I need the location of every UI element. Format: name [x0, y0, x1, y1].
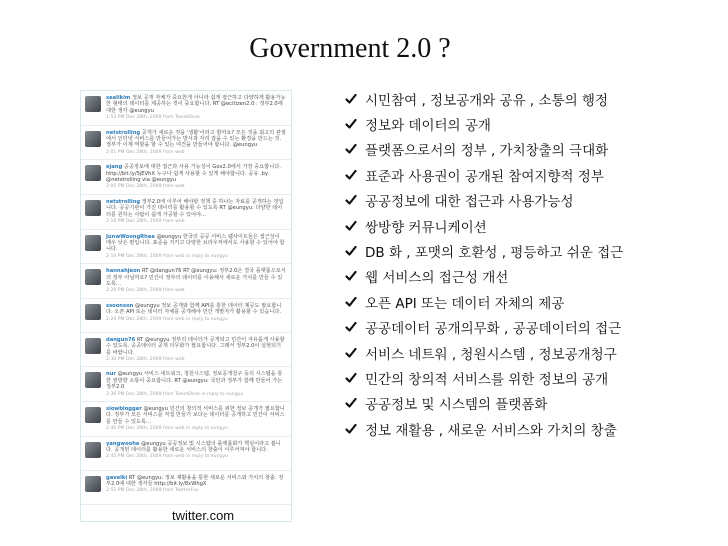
- checkmark-icon: [345, 372, 357, 384]
- tweet-text: 정부2.0에 이루어 해야할 정책 중 하나는 자료를 공개하는 것입니다. 공공기관이 가진 데이터를 활용할 수 있도록 RT @eungyu: 다양한 데이터를 원하는 사람이 쉽게 가공할 수 있어야...: [106, 198, 284, 218]
- tweet-username: sealikim: [106, 95, 131, 101]
- avatar: [85, 96, 101, 112]
- checkmark-icon: [345, 169, 357, 181]
- avatar: [85, 442, 101, 458]
- avatar: [85, 269, 101, 285]
- tweet-item: [81, 264, 291, 299]
- bullet-item: [345, 289, 623, 314]
- tweet-text: RT @eungyu 정부의 데이터가 공개되고 민간이 자유롭게 사용할 수 있도록. 공공데이터 공개 의무화가 필요합니다. 그래서 정부2.0이 실현되기를 바랍니다.: [106, 336, 285, 356]
- bullet-text: 웹 서비스의 접근성 개선: [365, 270, 509, 287]
- tweet-username: netstrolling: [106, 198, 141, 205]
- bullet-list: [345, 86, 623, 441]
- checkmark-icon: [345, 220, 357, 232]
- tweet-body: [106, 303, 286, 329]
- tweet-text: RT @eungyu: 정보 재활용을 통한 새로운 서비스와 가치의 창출. 정부2.0에 대한 생각들 http://bit.ly/8xWhgX: [106, 474, 284, 488]
- bullet-text: 민간의 창의적 서비스를 위한 정보의 공개: [365, 371, 609, 388]
- checkmark-icon: [345, 143, 357, 155]
- slide-title: Government 2.0 ?: [249, 33, 451, 64]
- tweet-timestamp: 2:14 PM Dec 28th, 2009 from web in reply to eungyu: [106, 253, 228, 259]
- tweet-timestamp: 2:01 PM Dec 28th, 2009 from web: [106, 149, 185, 155]
- checkmark-icon: [345, 270, 357, 282]
- bullet-text: 공공정보에 대한 접근과 사용가능성: [365, 194, 574, 211]
- tweet-username: JunwWoongRhee: [106, 233, 155, 240]
- tweet-body: [106, 199, 286, 226]
- tweet-item: [81, 230, 291, 265]
- bullet-item: [345, 238, 623, 263]
- bullet-text: 공공정보 및 시스템의 플랫폼화: [365, 397, 548, 414]
- tweet-text: @eungyu 정보 공개와 함께 API를 통한 데이터 제공도 필요합니다. 오픈 API 또는 데이터 자체를 공개해야 민간 개발자가 활용할 수 있습니다.: [106, 302, 282, 316]
- tweet-timestamp: 1:53 PM Dec 28th, 2009 from TweetDeck: [106, 115, 200, 121]
- tweet-item: [81, 299, 291, 333]
- tweet-item: [81, 367, 291, 402]
- tweet-timestamp: 2:36 PM Dec 28th, 2009 from TweetDeck in reply to eungyu: [106, 391, 244, 397]
- tweet-username: dangun76: [106, 336, 136, 343]
- tweet-timestamp: 2:45 PM Dec 28th, 2009 from web in reply to eungyu: [106, 454, 228, 460]
- avatar: [85, 235, 101, 251]
- tweet-username: hannahjeon: [106, 268, 141, 275]
- tweet-text: 공공정보에 대한 접근과 사용 가능성이 Gov2.0에서 가장 중요합니다. http://bit.ly/5jEVhX 누구나 쉽게 사용할 수 있게 해야합니다. 공유 .by @netstrolling via @eungyu: [106, 164, 281, 184]
- tweet-username: netstrolling: [106, 129, 141, 136]
- bullet-text: 공공데이터 공개의무화 , 공공데이터의 접근: [365, 321, 622, 338]
- tweet-timestamp: 2:40 PM Dec 28th, 2009 from web in reply to eungyu: [106, 426, 228, 432]
- bullet-item: [345, 213, 623, 238]
- checkmark-icon: [345, 93, 357, 105]
- tweet-body: [106, 164, 286, 191]
- tweet-body: [106, 337, 286, 364]
- tweet-username: ejang: [106, 164, 123, 171]
- bullet-text: 플랫폼으로서의 정부 , 가치창출의 극대화: [365, 143, 609, 160]
- checkmark-icon: [345, 397, 357, 409]
- bullet-text: 표준과 사용권이 공개된 참여지향적 정부: [365, 168, 604, 185]
- tweet-username: nur: [106, 371, 116, 378]
- tweet-item: [81, 91, 291, 126]
- tweet-username: gavelki: [106, 474, 128, 481]
- bullet-item: [345, 264, 623, 289]
- checkmark-icon: [345, 296, 357, 308]
- tweet-text: @eungyu 공공정보 및 시스템의 플랫폼화가 핵심이라고 봅니다. 공개된 데이터를 활용한 새로운 서비스의 창출이 이루어져야 합니다.: [106, 440, 281, 454]
- tweet-body: [106, 268, 286, 295]
- bullet-item: [345, 315, 623, 340]
- tweet-body: [106, 371, 286, 398]
- bullet-item: [345, 188, 623, 213]
- checkmark-icon: [345, 194, 357, 206]
- tweet-body: [106, 475, 286, 501]
- avatar: [85, 200, 101, 216]
- avatar: [85, 304, 101, 320]
- tweet-item: [81, 471, 291, 505]
- tweet-item: [81, 402, 291, 437]
- tweet-text: RT @dangun76 RT @eungyu: 정부2.0은 결국 플랫폼으로서의 정부 아닐까요? 민간이 정부의 데이터를 이용해서 새로운 가치를 만들 수 있도록...: [106, 268, 286, 287]
- checkmark-icon: [345, 347, 357, 359]
- avatar: [85, 338, 101, 354]
- tweet-timestamp: 2:05 PM Dec 28th, 2009 from web: [106, 184, 185, 190]
- tweet-timestamp: 2:30 PM Dec 28th, 2009 from web: [106, 356, 185, 362]
- bullet-item: [345, 340, 623, 365]
- tweet-timestamp: 2:10 PM Dec 28th, 2009 from web: [106, 219, 185, 225]
- tweet-username: ssoonson: [106, 302, 134, 309]
- bullet-text: 정보와 데이터의 공개: [365, 118, 491, 135]
- bullet-text: 쌍방향 커뮤니케이션: [365, 219, 487, 236]
- bullet-text: 시민참여 , 정보공개와 공유 , 소통의 행정: [365, 92, 608, 109]
- tweet-item: [81, 333, 291, 368]
- bullet-item: [345, 416, 623, 441]
- tweet-text: @eungyu 서비스 네트워크, 청원시스템, 정보공개청구 등의 시스템을 통한 쌍방향 소통이 중요합니다. RT @eungyu: 국민과 정부가 함께 만들어 가는 정부2.0: [106, 371, 283, 391]
- bullet-text: 정보 재활용 , 새로운 서비스와 가치의 창출: [365, 422, 617, 439]
- avatar: [85, 165, 101, 181]
- checkmark-icon: [345, 321, 357, 333]
- bullet-item: [345, 391, 623, 416]
- bullet-item: [345, 86, 623, 111]
- tweet-item: [81, 160, 291, 195]
- bullet-text: DB 화 , 포맷의 호환성 , 평등하고 쉬운 접근: [365, 245, 624, 262]
- tweet-username: siowblogger: [106, 406, 142, 412]
- source-caption: twitter.com: [172, 508, 235, 523]
- tweet-username: yangwoohe: [106, 440, 140, 447]
- avatar: [85, 131, 101, 147]
- tweet-item: [81, 126, 291, 161]
- bullet-text: 오픈 API 또는 데이터 자체의 제공: [365, 295, 565, 312]
- avatar: [85, 476, 101, 492]
- avatar: [85, 372, 101, 388]
- bullet-item: [345, 162, 623, 187]
- tweet-body: [106, 406, 286, 433]
- tweet-body: [106, 234, 286, 261]
- tweet-body: [106, 130, 286, 157]
- bullet-item: [345, 137, 623, 162]
- tweet-text: 정보 공개 자체가 중요한게 아니라 쉽게 접근하고 다양하게 활용가능한 형태의 데이터를 제공하는 것이 중요합니다. RT @ecitizen2.0 : 정부2.0에 대한 생각 @eungyu: [106, 95, 286, 114]
- tweet-timestamp: 2:51 PM Dec 28th, 2009 from TwitterFox: [106, 488, 199, 494]
- checkmark-icon: [345, 245, 357, 257]
- tweet-item: [81, 437, 291, 471]
- bullet-text: 서비스 네트워 , 청원시스템 , 정보공개청구: [365, 346, 617, 363]
- avatar: [85, 407, 101, 423]
- bullet-item: [345, 365, 623, 390]
- twitter-screenshot: [80, 90, 292, 522]
- tweet-text: @eungyu 민간의 창의적 서비스를 위한 정보 공개가 필요합니다. 정부가 모든 서비스를 직접 만들기 보다는 데이터를 공개하고 민간이 서비스를 만들 수 있도록...: [106, 406, 285, 425]
- tweet-text: 공개가 새로운 것을 '생활'이라고 할까요? 모든 것을 최고의 관점에서 인터넷 서비스를 만들어가는 방식과 자리 잡을 수 있는 환경을 만드는 것. 정부가 이제 역할을 할 수 있는 여건을 만들어야 합니다. @eungyu: [106, 129, 286, 149]
- tweet-timestamp: 2:20 PM Dec 28th, 2009 from web: [106, 288, 185, 294]
- tweet-text: @eungyu 한국의 공공 서비스 웹사이트들은 접근성이 매우 낮은 편입니다. 표준을 지키고 다양한 브라우저에서도 사용할 수 있어야 합니다.: [106, 233, 285, 253]
- tweet-item: [81, 195, 291, 230]
- bullet-item: [345, 111, 623, 136]
- tweet-body: [106, 95, 286, 122]
- checkmark-icon: [345, 118, 357, 130]
- checkmark-icon: [345, 423, 357, 435]
- tweet-timestamp: 2:24 PM Dec 28th, 2009 from web in reply to eungyu: [106, 316, 228, 322]
- tweet-body: [106, 441, 286, 467]
